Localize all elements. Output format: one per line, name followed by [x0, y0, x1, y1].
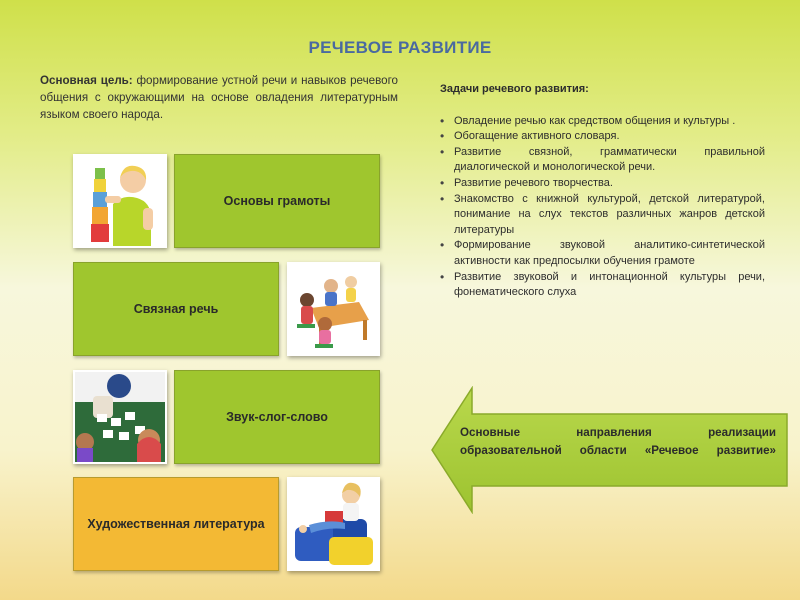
- arrow-caption-line2: образовательной области «Речевое развитие»: [460, 444, 776, 457]
- tasks-heading: Задачи речевого развития:: [440, 83, 589, 95]
- task-item: • Развитие речевого творчества.: [440, 176, 765, 192]
- card-fiction-literature: Художественная литература: [73, 477, 279, 571]
- task-item: • Знакомство с книжной культурой, детской литературой, понимание на слух текстов различных жанров детской литературы: [440, 192, 765, 239]
- main-goal: [40, 72, 398, 123]
- photo-girl-reading: [287, 477, 380, 571]
- photo-child-blocks: [73, 154, 167, 248]
- arrow-caption-line1: Основные направления реализации: [460, 426, 776, 439]
- child-blocks-image: [75, 156, 165, 246]
- girl-reading-image: [289, 479, 378, 569]
- task-item: • Развитие связной, грамматически правильной диалогической и монологической речи.: [440, 145, 765, 176]
- task-item: • Развитие звуковой и интонационной культуры речи, фонематического слуха: [440, 270, 765, 301]
- children-table-image: [289, 264, 378, 354]
- main-goal-label: Основная цель:: [40, 74, 133, 87]
- photo-children-at-table: [287, 262, 380, 356]
- task-item: • Овладение речью как средством общения и культуры .: [440, 114, 765, 130]
- photo-sound-cards: [73, 370, 167, 464]
- tasks-list: [440, 114, 765, 301]
- card-coherent-speech: Связная речь: [73, 262, 279, 356]
- task-item: • Формирование звуковой аналитико-синтетической активности как предпосылки обучения грамоте: [440, 238, 765, 269]
- arrow-caption: [460, 424, 776, 460]
- tasks-block: [440, 82, 765, 301]
- task-item: • Обогащение активного словаря.: [440, 129, 765, 145]
- card-sound-syllable-word: Звук-слог-слово: [174, 370, 380, 464]
- sound-cards-image: [75, 372, 165, 462]
- page-title: РЕЧЕВОЕ РАЗВИТИЕ: [308, 38, 492, 57]
- card-literacy-basics: Основы грамоты: [174, 154, 380, 248]
- main-goal-text: формирование устной речи и навыков речевого общения с окружающими на основе овладения литературным языком своего народа.: [40, 74, 398, 121]
